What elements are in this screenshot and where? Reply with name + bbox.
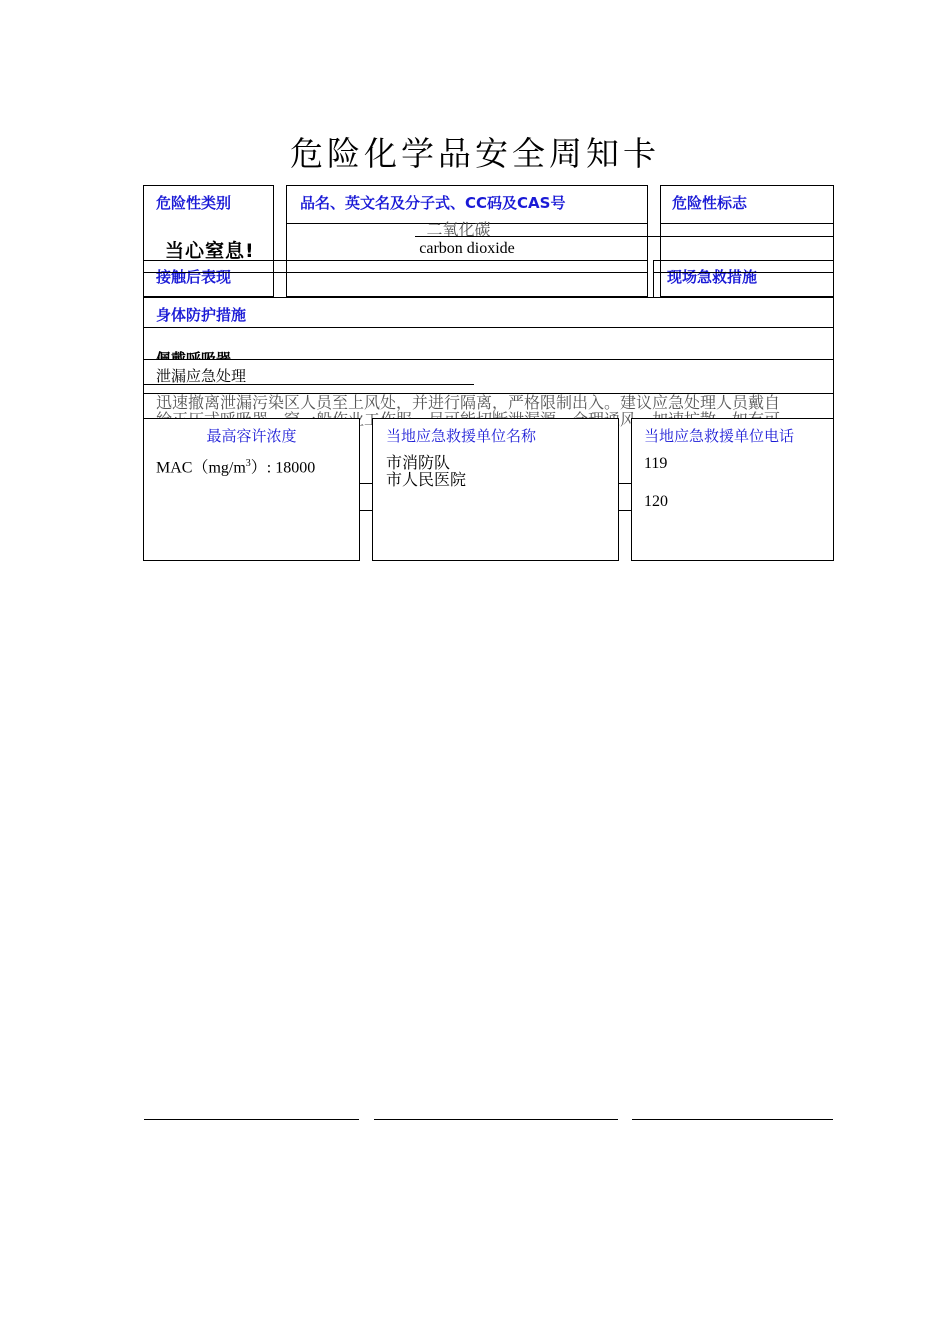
- product-name-label: 品名、英文名及分子式、CC码及CAS号: [300, 194, 566, 212]
- mac-label: 最高容许浓度: [206, 427, 297, 445]
- leak-text-line1: 迅速撤离泄漏污染区人员至上风处，并进行隔离，严格限制出入。建议应急处理人员戴自: [156, 395, 781, 412]
- card-title: 危险化学品安全周知卡: [290, 134, 660, 173]
- signature-line-3: [632, 1119, 833, 1120]
- first-aid-label: 现场急救措施: [667, 268, 758, 286]
- hazard-sign-label: 危险性标志: [672, 194, 748, 212]
- contact-symptoms-label: 接触后表现: [156, 268, 232, 286]
- product-cn-name: 二氧化碳: [426, 222, 491, 239]
- product-en-name: carbon dioxide: [419, 240, 515, 257]
- unit-phone-1: 119: [644, 455, 668, 472]
- leak-handling-label: 泄漏应急处理: [156, 367, 247, 385]
- unit-phone-2: 120: [644, 493, 668, 510]
- mac-value: $MAC(mg/m^3)$: 18000: [156, 458, 316, 477]
- body-protection-label: 身体防护措施: [156, 306, 247, 324]
- hazard-warning-text: 当心窒息!: [165, 240, 255, 262]
- signature-line-1: [144, 1119, 359, 1120]
- unit-name-2: 市人民医院: [386, 472, 467, 489]
- hazard-category-label: 危险性类别: [156, 194, 232, 212]
- unit-phone-label: 当地应急救援单位电话: [644, 427, 795, 445]
- unit-name-label: 当地应急救援单位名称: [386, 427, 537, 445]
- unit-name-1: 市消防队: [386, 455, 451, 472]
- signature-line-2: [374, 1119, 618, 1120]
